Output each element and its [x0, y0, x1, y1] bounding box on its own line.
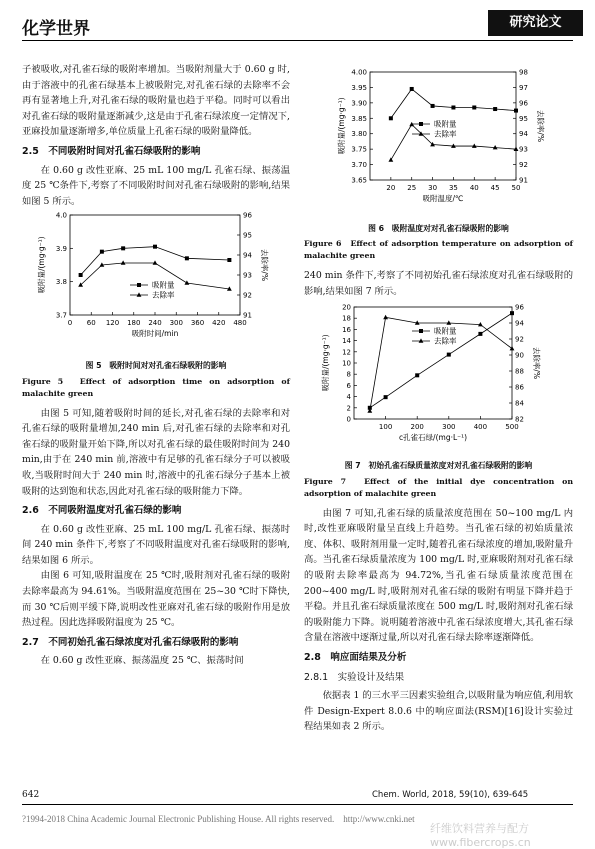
- data-point-square: [121, 247, 125, 251]
- journal-title: 化学世界: [22, 19, 90, 39]
- y-right-tick-label: 92: [243, 291, 252, 300]
- data-point-triangle: [510, 346, 515, 350]
- data-point-square: [100, 250, 104, 254]
- paragraph: 在 0.60 g 改性亚麻、25 mL 100 mg/L 孔雀石绿、振荡温度 25 ℃条件下,考察了不同吸附时间对孔雀石绿吸附的影响,结果如图 5 所示。: [22, 164, 290, 207]
- x-tick-label: 200: [410, 423, 424, 432]
- data-point-square: [431, 104, 435, 108]
- x-tick-label: 480: [233, 319, 247, 328]
- y-right-tick-label: 82: [515, 415, 524, 424]
- section-heading-2-6: 2.6 不同吸附温度对孔雀石绿的影响: [22, 505, 182, 517]
- x-tick-label: 40: [469, 184, 479, 192]
- left-column: [22, 62, 290, 669]
- y-left-tick-label: 18: [342, 315, 351, 324]
- data-point-square: [384, 396, 388, 400]
- x-axis-label: 吸附时间/min: [131, 329, 179, 339]
- x-tick-label: 100: [378, 423, 393, 432]
- legend-marker-square: [419, 122, 423, 126]
- x-tick-label: 360: [190, 319, 205, 328]
- y-left-tick-label: 14: [342, 337, 351, 346]
- x-tick-label: 120: [105, 319, 120, 328]
- y-left-tick-label: 6: [346, 382, 351, 391]
- paragraph: 在 0.60 g 改性亚麻、25 mL 100 mg/L 孔雀石绿、振荡时间 240 min 条件下,考察了不同吸附温度对孔雀石绿吸附的影响,结果如图 6 所示。: [22, 523, 290, 566]
- x-tick-label: 50: [511, 184, 521, 192]
- data-point-square: [389, 116, 393, 120]
- x-axis-label: c孔雀石绿/(mg·L⁻¹): [398, 433, 468, 443]
- y-right-tick-label: 84: [515, 399, 524, 408]
- x-tick-label: 30: [428, 184, 438, 192]
- y-left-tick-label: 0: [346, 415, 351, 424]
- legend-label: 去除率: [152, 290, 175, 300]
- x-tick-label: 240: [148, 319, 162, 328]
- watermark: 纤维饮料营养与配方 www.fibercrops.cn: [430, 822, 531, 849]
- page-number: 642: [22, 790, 40, 800]
- y-left-tick-label: 2: [346, 404, 351, 413]
- y-left-tick-label: 4: [346, 393, 351, 402]
- y-left-axis-label: 吸附量/(mg·g⁻¹): [321, 334, 330, 392]
- y-right-tick-label: 92: [519, 161, 528, 170]
- x-tick-label: 60: [86, 319, 96, 328]
- y-right-axis-label: 去除率/%: [532, 347, 541, 380]
- legend-label: 吸附量: [152, 280, 175, 290]
- y-right-tick-label: 86: [515, 383, 524, 392]
- figure-6-chart: [304, 62, 573, 212]
- series-line: [391, 89, 516, 118]
- footer-rule: [22, 804, 573, 805]
- y-right-tick-label: 93: [243, 271, 252, 280]
- paragraph: 由图 6 可知,吸附温度在 25 ℃时,吸附剂对孔雀石绿的吸附去除率最高为 94.61%。当吸附温度范围在 25~30 ℃时下降快,而 30 ℃后则平缓下降,说明改性亚麻对孔雀石绿的吸附作用是放热过程。因此选择吸附温度为 25 ℃。: [22, 570, 290, 629]
- legend-marker-triangle: [419, 339, 424, 343]
- x-tick-label: 180: [127, 319, 141, 328]
- x-tick-label: 35: [448, 184, 458, 192]
- y-left-tick-label: 12: [342, 348, 351, 357]
- data-point-square: [227, 258, 231, 262]
- y-right-tick-label: 96: [243, 211, 252, 220]
- figure-7-chart: [304, 299, 573, 449]
- figure-6-caption-en: Figure 6 Effect of adsorption temperature on adsorption of malachite green: [304, 239, 573, 261]
- y-right-tick-label: 91: [243, 311, 252, 320]
- figure-7-caption-cn: 图 7 初始孔雀石绿质量浓度对对孔雀石绿吸附的影响: [344, 460, 533, 470]
- plot-frame: [70, 215, 240, 315]
- paragraph: 由图 5 可知,随着吸附时间的延长,对孔雀石绿的去除率和对孔雀石绿的吸附量增加,240 min 后,对孔雀石绿的去除率和对孔雀石绿的吸附量开始下降,所以对孔雀石绿的最佳吸附时间为 240 min,由于在 240 min 前,溶液中有足够的孔雀石绿分子可以被吸收,当吸附时间大于 240 min 时,溶液中的孔雀石绿分子基本上被吸附的达到饱和状态,因此对孔雀石绿的吸附能力下降。: [22, 407, 290, 497]
- y-right-tick-label: 94: [243, 251, 252, 260]
- data-point-triangle: [383, 315, 388, 319]
- section-heading-2-7: 2.7 不同初始孔雀石绿浓度对孔雀石绿吸附的影响: [22, 636, 239, 648]
- header-rule: [22, 40, 573, 41]
- x-tick-label: 45: [490, 184, 500, 192]
- y-right-tick-label: 93: [519, 145, 528, 154]
- y-left-axis-label: 吸附量/(mg·g⁻¹): [337, 97, 346, 155]
- section-badge: 研究论文: [488, 10, 583, 36]
- y-right-tick-label: 95: [243, 231, 252, 240]
- copyright-line: ?1994-2018 China Academic Journal Electronic Publishing House. All rights reserved. http://www.cnki.net: [22, 814, 415, 824]
- y-left-tick-label: 4.00: [351, 68, 367, 77]
- data-point-square: [472, 105, 476, 109]
- data-point-square: [410, 87, 414, 91]
- data-point-triangle: [153, 261, 158, 265]
- y-left-tick-label: 3.9: [55, 245, 67, 254]
- y-right-tick-label: 94: [519, 130, 528, 139]
- y-left-tick-label: 3.85: [351, 114, 367, 123]
- data-point-square: [493, 107, 497, 111]
- y-right-tick-label: 88: [515, 367, 524, 376]
- data-point-square: [451, 105, 455, 109]
- y-right-tick-label: 91: [519, 176, 528, 185]
- y-left-tick-label: 3.65: [351, 176, 367, 185]
- x-tick-label: 20: [386, 184, 396, 192]
- paragraph: 在 0.60 g 改性亚麻、振荡温度 25 ℃、振荡时间: [40, 655, 244, 667]
- x-tick-label: 500: [505, 423, 519, 432]
- y-left-tick-label: 3.95: [351, 83, 367, 92]
- data-point-square: [79, 273, 83, 277]
- y-left-tick-label: 3.90: [351, 99, 367, 108]
- y-left-tick-label: 20: [342, 303, 351, 312]
- x-tick-label: 400: [473, 423, 488, 432]
- data-point-triangle: [388, 157, 393, 161]
- figure-7-caption-en: Figure 7 Effect of the initial dye concentration on adsorption of malachite green: [304, 476, 573, 498]
- section-heading-2-8-1: 2.8.1 实验设计及结果: [304, 671, 405, 683]
- y-left-tick-label: 16: [342, 326, 351, 335]
- x-tick-label: 300: [169, 319, 183, 328]
- y-right-axis-label: 去除率/%: [536, 109, 545, 143]
- figure-5-chart: [22, 209, 290, 349]
- figure-5-caption-cn: 图 5 吸附时间对对孔雀石绿吸附的影响: [85, 360, 227, 370]
- y-right-tick-label: 96: [519, 99, 528, 108]
- x-tick-label: 25: [407, 184, 417, 192]
- legend-marker-square: [137, 283, 141, 287]
- data-point-square: [447, 353, 451, 357]
- legend-marker-triangle: [137, 293, 142, 297]
- data-point-square: [153, 245, 157, 249]
- data-point-square: [415, 374, 419, 378]
- data-point-triangle: [446, 321, 451, 325]
- x-axis-label: 吸附温度/℃: [422, 194, 464, 203]
- figure-6-caption-cn: 图 6 吸附温度对对孔雀石绿吸附的影响: [368, 223, 509, 233]
- x-tick-label: 0: [67, 319, 73, 328]
- x-tick-label: 300: [442, 423, 456, 432]
- y-right-tick-label: 97: [519, 83, 528, 92]
- y-right-tick-label: 94: [515, 319, 524, 328]
- legend-marker-square: [419, 329, 423, 333]
- data-point-square: [510, 312, 514, 316]
- data-point-square: [514, 109, 518, 113]
- paragraph: 子被吸收,对孔雀石绿的吸附率增加。当吸附剂量大于 0.60 g 时,由于溶液中的孔雀石绿基本上被吸附完,对孔雀石绿的去除率不会再有显著地上升,对孔雀石绿的吸附量也趋于平稳。同时可以看出对孔雀石绿的吸附量逐渐减少,这是由于孔雀石绿浓度一定情况下,亚麻投加量逐渐增多,单位质量上孔雀石绿的吸附量降低。: [22, 64, 290, 138]
- data-point-triangle: [184, 281, 189, 285]
- right-column: [304, 62, 573, 735]
- y-right-tick-label: 95: [519, 114, 528, 123]
- legend-label: 吸附量: [434, 119, 457, 129]
- x-tick-label: 420: [212, 319, 226, 328]
- data-point-square: [185, 257, 189, 261]
- legend-label: 去除率: [434, 336, 457, 346]
- section-heading-2-5: 2.5 不同吸附时间对孔雀石绿吸附的影响: [22, 145, 201, 157]
- data-point-square: [478, 332, 482, 336]
- y-left-tick-label: 3.75: [351, 145, 367, 154]
- y-left-tick-label: 8: [346, 371, 351, 380]
- figure-5-caption-en: Figure 5 Effect of adsorption time on adsorption of malachite green: [22, 376, 290, 398]
- paragraph: 由图 7 可知,孔雀石绿的质量浓度范围在 50~100 mg/L 内时,改性亚麻吸附量呈直线上升趋势。当孔雀石绿的初始质量浓度、体积、吸附剂用量一定时,随着孔雀石绿浓度的增加,吸附量升高。当孔雀石绿质量浓度为 100 mg/L 时,亚麻吸附剂对孔雀石绿的吸附去除率最高为 94.72%,当孔雀石绿质量浓度范围在 200~400 mg/L 时,吸附剂对孔雀石绿的吸附有明显下降并趋于平稳。并且孔雀石绿质量浓度在 500 mg/L 时,吸附剂对孔雀石绿的吸附能力下降。说明随着溶液中孔雀石绿浓度增大,其孔雀石绿含量在溶液中逐渐过量,所以对孔雀石绿去除率逐渐降低。: [304, 507, 573, 644]
- y-left-tick-label: 4.0: [55, 211, 67, 220]
- citation: Chem. World, 2018, 59(10), 639-645: [372, 790, 529, 800]
- legend-label: 吸附量: [434, 326, 457, 336]
- y-left-tick-label: 3.70: [351, 161, 367, 170]
- paragraph: 依据表 1 的三水平三因素实验组合,以吸附量为响应值,利用软件 Design-Expert 8.0.6 中的响应面法(RSM)[16]设计实验过程结果如表 2 所示。: [304, 690, 573, 733]
- paragraph: 240 min 条件下,考察了不同初始孔雀石绿浓度对孔雀石绿吸附的影响,结果如图 7 所示。: [304, 270, 573, 297]
- y-left-tick-label: 10: [342, 359, 351, 368]
- y-right-tick-label: 98: [519, 68, 528, 77]
- y-left-tick-label: 3.80: [351, 130, 367, 139]
- data-point-triangle: [121, 261, 126, 265]
- legend-label: 去除率: [434, 129, 457, 139]
- y-right-axis-label: 去除率/%: [260, 249, 269, 282]
- y-right-tick-label: 96: [515, 303, 524, 312]
- y-right-tick-label: 90: [515, 351, 524, 360]
- y-left-tick-label: 3.7: [55, 311, 67, 320]
- y-right-tick-label: 92: [515, 335, 524, 344]
- y-left-axis-label: 吸附量/(mg·g⁻¹): [37, 236, 46, 294]
- section-heading-2-8: 2.8 响应面结果及分析: [304, 651, 407, 663]
- y-left-tick-label: 3.8: [55, 278, 67, 287]
